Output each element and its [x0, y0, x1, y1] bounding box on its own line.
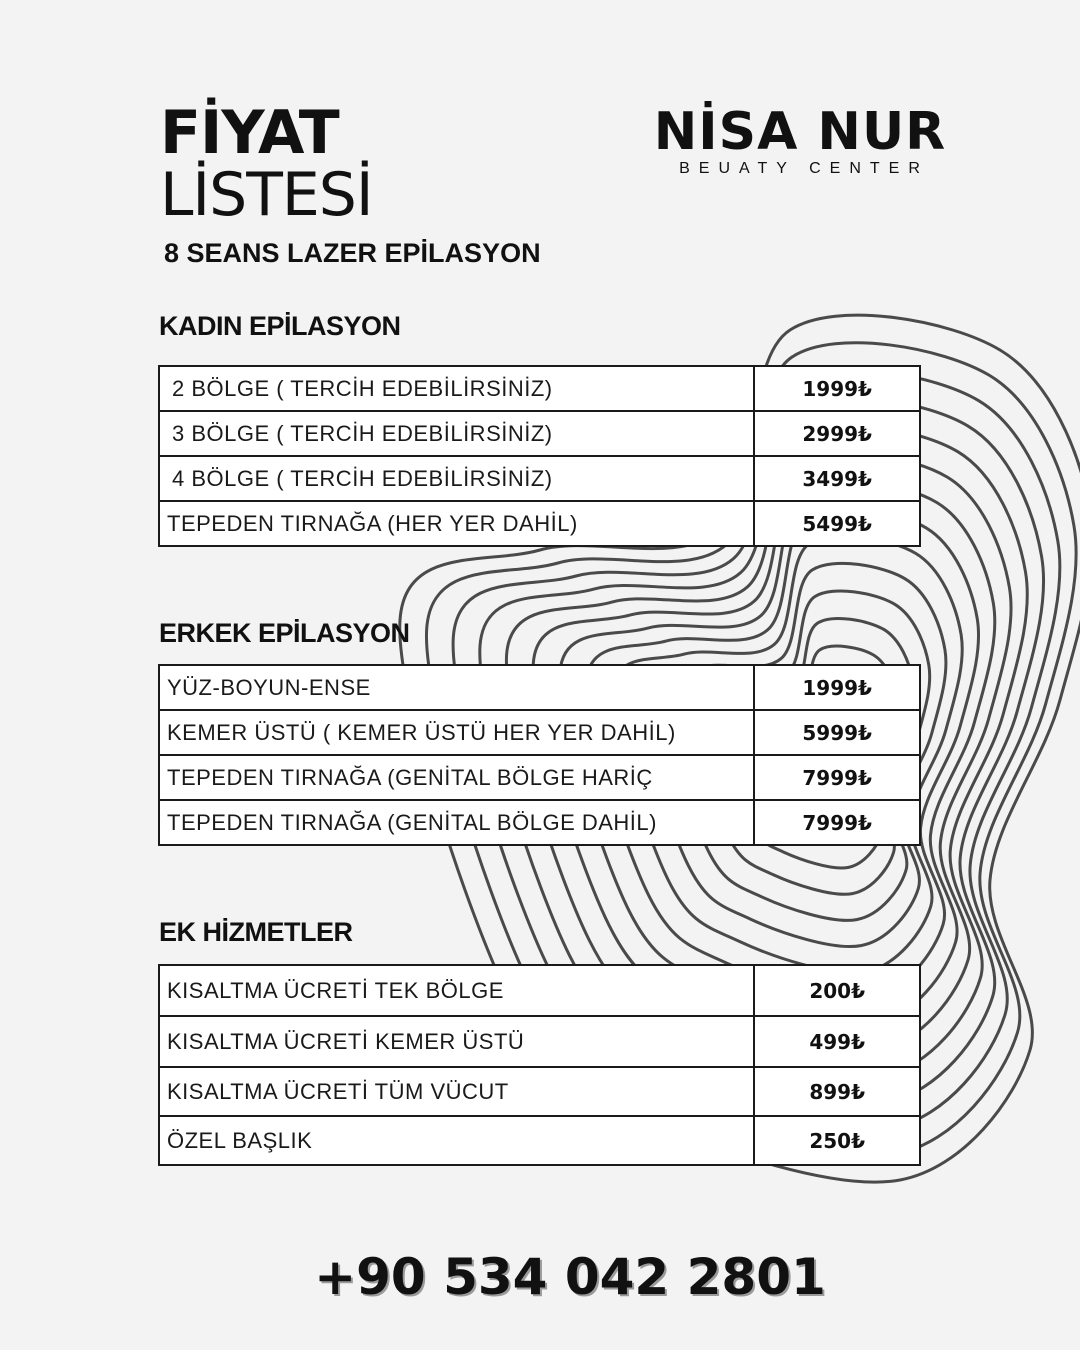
table-row [159, 1067, 920, 1116]
brand-name: NİSA NUR [653, 102, 947, 162]
item-name: KISALTMA ÜCRETİ TEK BÖLGE [159, 965, 754, 1016]
table-row [159, 1016, 920, 1067]
item-name: 2 BÖLGE ( TERCİH EDEBİLİRSİNİZ) [159, 366, 754, 411]
item-price: 7999₺ [754, 755, 920, 800]
page-title-line2: LİSTESİ [160, 160, 373, 230]
brand-logo [640, 100, 960, 178]
table-row [159, 755, 920, 800]
section-title-men: ERKEK EPİLASYON [159, 618, 410, 648]
item-name: KISALTMA ÜCRETİ KEMER ÜSTÜ [159, 1016, 754, 1067]
item-name: TEPEDEN TIRNAĞA (HER YER DAHİL) [159, 501, 754, 546]
item-name: KEMER ÜSTÜ ( KEMER ÜSTÜ HER YER DAHİL) [159, 710, 754, 755]
table-row [159, 456, 920, 501]
price-table-men [158, 664, 921, 846]
item-price: 5999₺ [754, 710, 920, 755]
item-price: 200₺ [754, 965, 920, 1016]
page-subtitle: 8 SEANS LAZER EPİLASYON [164, 238, 541, 268]
item-price: 3499₺ [754, 456, 920, 501]
table-row [159, 710, 920, 755]
brand-tagline: BEUATY CENTER [679, 160, 929, 177]
table-row [159, 965, 920, 1016]
item-price: 2999₺ [754, 411, 920, 456]
item-name: TEPEDEN TIRNAĞA (GENİTAL BÖLGE HARİÇ [159, 755, 754, 800]
item-name: KISALTMA ÜCRETİ TÜM VÜCUT [159, 1067, 754, 1116]
table-row [159, 501, 920, 546]
item-name: YÜZ-BOYUN-ENSE [159, 665, 754, 710]
item-name: 3 BÖLGE ( TERCİH EDEBİLİRSİNİZ) [159, 411, 754, 456]
item-price: 499₺ [754, 1016, 920, 1067]
table-row [159, 366, 920, 411]
item-name: 4 BÖLGE ( TERCİH EDEBİLİRSİNİZ) [159, 456, 754, 501]
item-price: 250₺ [754, 1116, 920, 1165]
table-row [159, 665, 920, 710]
table-row [159, 1116, 920, 1165]
item-name: TEPEDEN TIRNAĞA (GENİTAL BÖLGE DAHİL) [159, 800, 754, 845]
section-title-women: KADIN EPİLASYON [159, 311, 401, 341]
item-price: 899₺ [754, 1067, 920, 1116]
item-price: 7999₺ [754, 800, 920, 845]
price-table-women [158, 365, 921, 547]
phone-number[interactable]: +90 534 042 2801 [314, 1248, 826, 1306]
table-row [159, 411, 920, 456]
table-row [159, 800, 920, 845]
item-price: 1999₺ [754, 366, 920, 411]
price-table-extras [158, 964, 921, 1166]
item-price: 1999₺ [754, 665, 920, 710]
section-title-extras: EK HİZMETLER [159, 917, 353, 947]
page-title-line1: FİYAT [160, 98, 339, 168]
item-name: ÖZEL BAŞLIK [159, 1116, 754, 1165]
item-price: 5499₺ [754, 501, 920, 546]
